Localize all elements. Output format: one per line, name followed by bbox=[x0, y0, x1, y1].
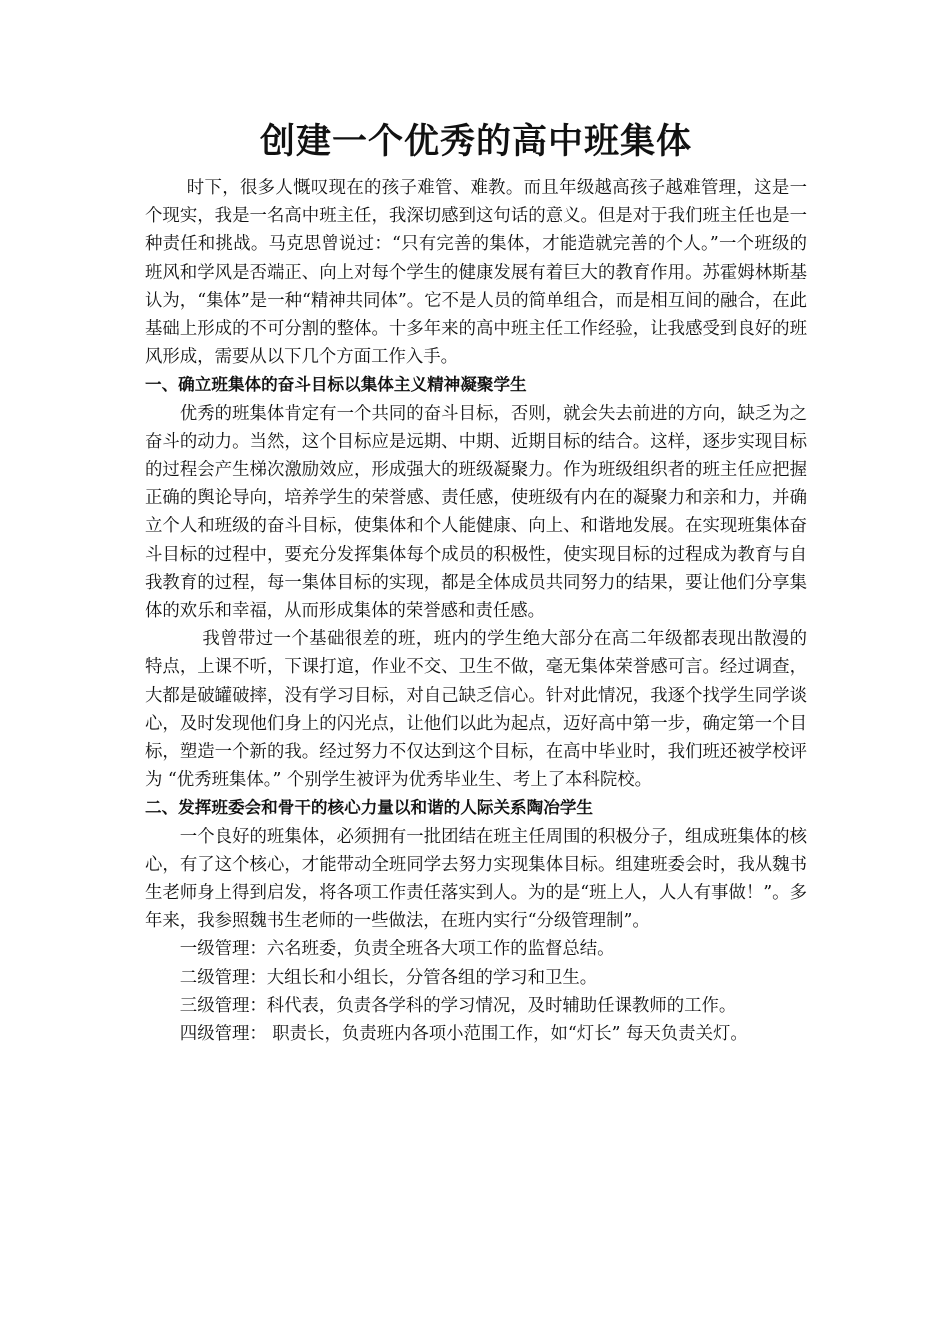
document-page bbox=[145, 118, 807, 1048]
intro-paragraph: 时下，很多人慨叹现在的孩子难管、难教。而且年级越高孩子越难管理，这是一个现实，我是一名高中班主任，我深切感到这句话的意义。但是对于我们班主任也是一种责任和挑战。马克思曾说过：“只有完善的集体，才能造就完善的个人。”一个班级的班风和学风是否端正、向上对每个学生的健康发展有着巨大的教育作用。苏霍姆林斯基认为，“集体”是一种“精神共同体”。它不是人员的简单组合，而是相互间的融合，在此基础上形成的不可分割的整体。十多年来的高中班主任工作经验，让我感受到良好的班风形成，需要从以下几个方面工作入手。 bbox=[145, 178, 807, 368]
management-level-4: 四级管理： 职责长，负责班内各项小范围工作，如“灯长” 每天负责关灯。 bbox=[179, 1024, 748, 1045]
section-2-heading: 二、发挥班委会和骨干的核心力量以和谐的人际关系陶冶学生 bbox=[145, 798, 594, 818]
management-level-1: 一级管理：六名班委，负责全班各大项工作的监督总结。 bbox=[179, 939, 615, 960]
section-1-paragraph-1: 优秀的班集体肯定有一个共同的奋斗目标，否则，就会失去前进的方向，缺乏为之奋斗的动力。当然，这个目标应是远期、中期、近期目标的结合。这样，逐步实现目标的过程会产生梯次激励效应，形成强大的班级凝聚力。作为班级组织者的班主任应把握正确的舆论导向，培养学生的荣誉感、责任感，使班级有内在的凝聚力和亲和力，并确立个人和班级的奋斗目标，使集体和个人能健康、向上、和谐地发展。在实现班集体奋斗目标的过程中，要充分发挥集体每个成员的积极性，使实现目标的过程成为教育与自我教育的过程，每一集体目标的实现，都是全体成员共同努力的结果，要让他们分享集体的欢乐和幸福，从而形成集体的荣誉感和责任感。 bbox=[145, 403, 807, 622]
section-1-paragraph-2: 我曾带过一个基础很差的班，班内的学生绝大部分在高二年级都表现出散漫的特点，上课不听，下课打逭，作业不交、卫生不做，毫无集体荣誉感可言。经过调查，大都是破罐破摔，没有学习目标，对自己缺乏信心。针对此情况，我逐个找学生同学谈心，及时发现他们身上的闪光点，让他们以此为起点，迈好高中第一步，确定第一个目标，塑造一个新的我。经过努力不仅达到这个目标，在高中毕业时，我们班还被学校评为 “优秀班集体。” 个别学生被评为优秀毕业生、考上了本科院校。 bbox=[145, 629, 807, 791]
section-1-heading: 一、确立班集体的奋斗目标以集体主义精神凝聚学生 bbox=[145, 375, 527, 395]
management-level-3: 三级管理：科代表，负责各学科的学习情况，及时辅助任课教师的工作。 bbox=[179, 995, 737, 1016]
section-2-paragraph-1: 一个良好的班集体，必须拥有一批团结在班主任周围的积极分子，组成班集体的核心，有了这个核心，才能带动全班同学去努力实现集体目标。组建班委会时，我从魏书生老师身上得到启发，将各项工作责任落实到人。为的是“班上人，人人有事做！”。多年来，我参照魏书生老师的一些做法，在班内实行“分级管理制”。 bbox=[145, 826, 807, 932]
document-title: 创建一个优秀的高中班集体 bbox=[259, 121, 692, 162]
management-level-2: 二级管理：大组长和小组长，分管各组的学习和卫生。 bbox=[179, 967, 598, 988]
